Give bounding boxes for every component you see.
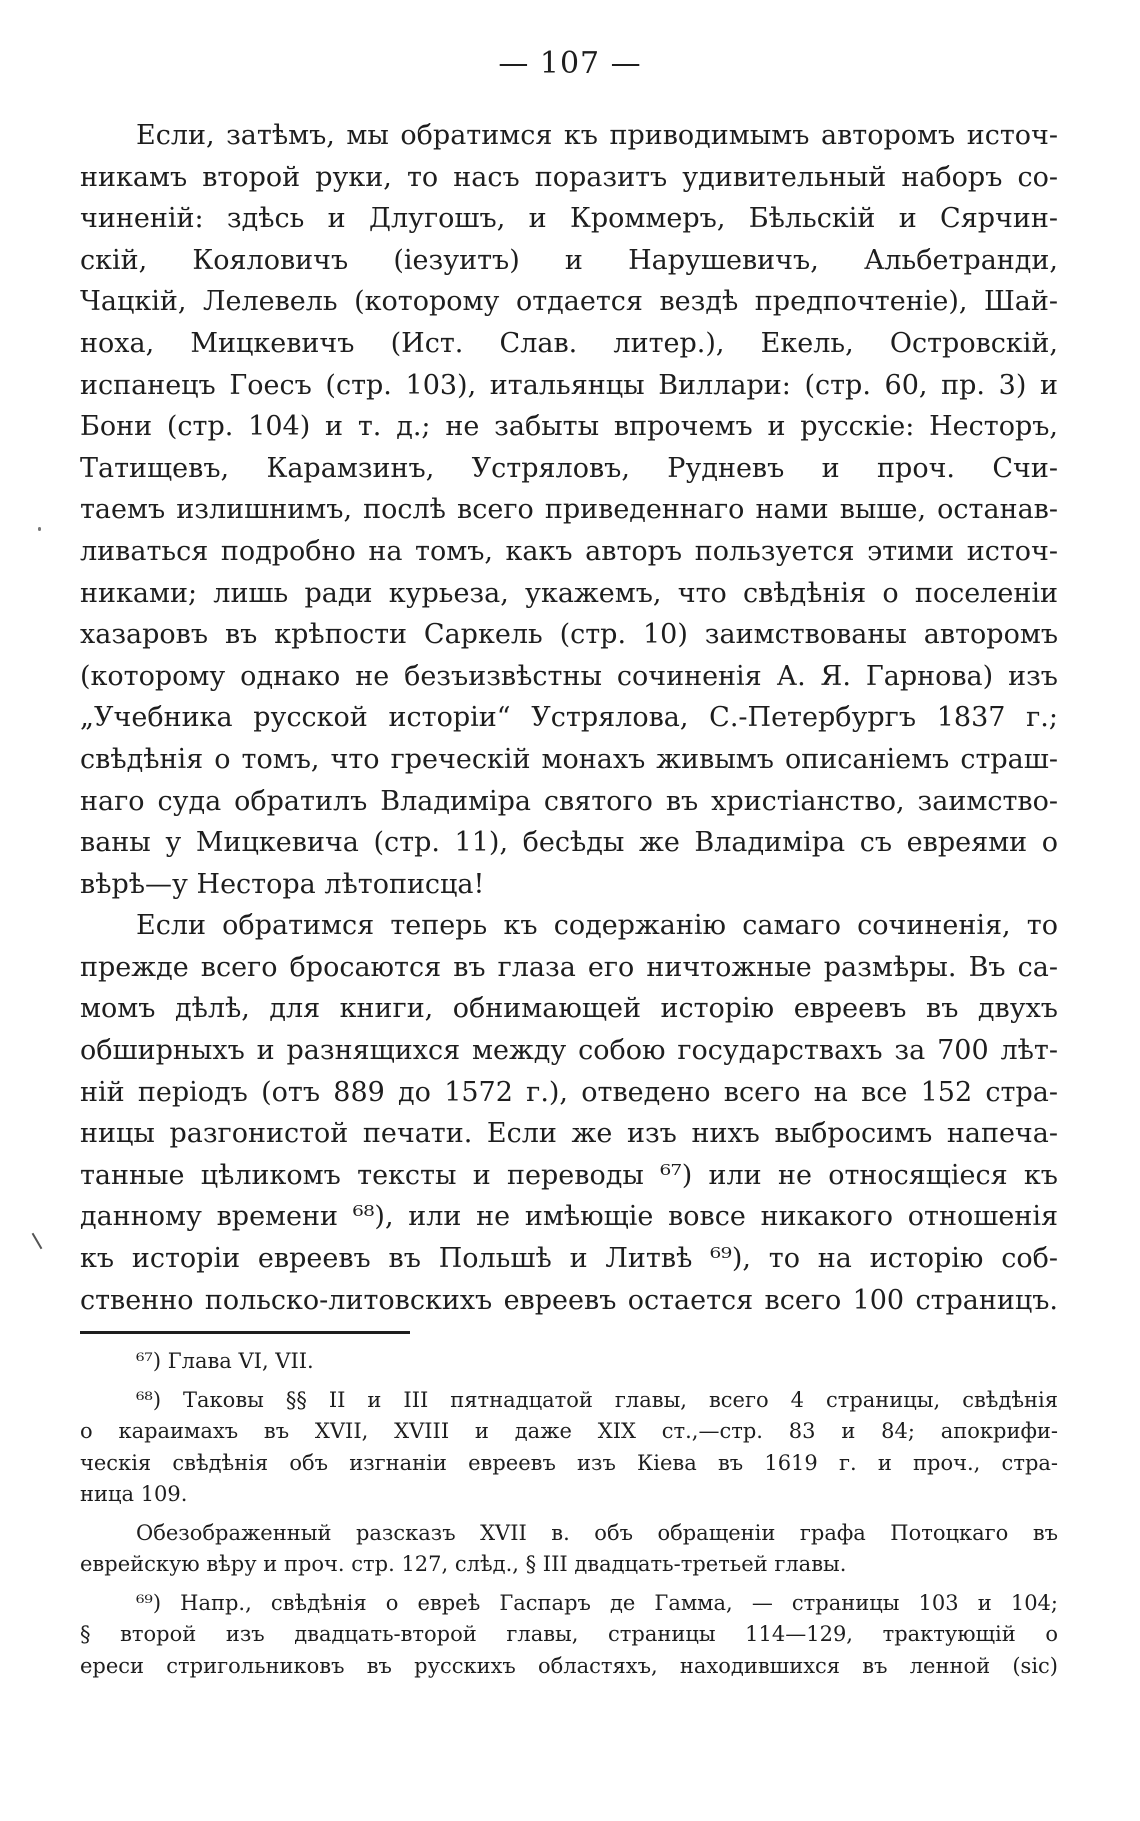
text-line: никами; лишь ради курьеза, укажемъ, что свѣдѣнія о поселеніи xyxy=(80,577,1058,609)
footnote-line: ереси стригольниковъ въ русскихъ областяхъ, находившихся въ ленной (sic) xyxy=(80,1653,1058,1678)
text-line: ноха, Мицкевичъ (Ист. Слав. литер.), Екель, Островскій, xyxy=(80,327,1058,359)
text-line: танные цѣликомъ тексты и переводы ⁶⁷) или не относящіеся къ xyxy=(80,1159,1058,1191)
text-line: Если, затѣмъ, мы обратимся къ приводимымъ авторомъ источ- xyxy=(136,120,1058,151)
text-line: ваны у Мицкевича (стр. 11), бесѣды же Владиміра съ евреями о xyxy=(80,827,1058,859)
footnote-line: ⁶⁸) Таковы §§ II и III пятнадцатой главы, всего 4 страницы, свѣдѣнія xyxy=(136,1387,1058,1412)
text-line: данному времени ⁶⁸), или не имѣющіе вовсе никакого отношенія xyxy=(80,1201,1058,1233)
text-line: Бони (стр. 104) и т. д.; не забыты впрочемъ и русскіе: Несторъ, xyxy=(80,411,1058,443)
footnote-line: ⁶⁷) Глава VI, VII. xyxy=(136,1349,314,1373)
stray-ink-mark xyxy=(32,1233,43,1250)
text-line: Чацкій, Лелевель (которому отдается вездѣ предпочтеніе), Шай- xyxy=(80,286,1058,318)
text-line: обширныхъ и разнящихся между собою государствахъ за 700 лѣт- xyxy=(80,1035,1058,1067)
text-line: момъ дѣлѣ, для книги, обнимающей исторію евреевъ въ двухъ xyxy=(80,993,1058,1025)
text-line: никамъ второй руки, то насъ поразитъ удивительный наборъ со- xyxy=(80,161,1058,193)
footnote-68-continuation xyxy=(80,1518,1058,1581)
footnote-line: ческія свѣдѣнія объ изгнаніи евреевъ изъ Кіева въ 1619 г. и проч., стра- xyxy=(80,1450,1058,1475)
footnote-line: ⁶⁹) Напр., свѣдѣнія о евреѣ Гаспаръ де Гамма, — страницы 103 и 104; xyxy=(136,1590,1058,1615)
text-line: Татищевъ, Карамзинъ, Устряловъ, Рудневъ и проч. Счи- xyxy=(80,452,1058,484)
text-line: таемъ излишнимъ, послѣ всего приведеннаго нами выше, останав- xyxy=(80,494,1058,526)
footnote-69 xyxy=(80,1588,1058,1683)
footnote-line: ница 109. xyxy=(80,1482,188,1506)
text-line: прежде всего бросаются въ глаза его ничтожные размѣры. Въ са- xyxy=(80,951,1058,983)
text-line: свѣдѣнія о томъ, что греческій монахъ живымъ описаніемъ страш- xyxy=(80,743,1058,775)
footnote-line: Обезображенный разсказъ XVII в. объ обращеніи графа Потоцкаго въ xyxy=(136,1520,1058,1545)
text-line: ственно польско-литовскихъ евреевъ остается всего 100 страницъ. xyxy=(80,1284,1058,1316)
page-number: — 107 — xyxy=(498,46,642,81)
main-text xyxy=(80,115,1058,1321)
footnote-line: о караимахъ въ XVII, XVIII и даже XIX ст.,—стр. 83 и 84; апокрифи- xyxy=(80,1419,1058,1443)
footnote-67 xyxy=(80,1346,1058,1378)
text-line: вѣрѣ—у Нестора лѣтописца! xyxy=(80,868,485,900)
footnotes xyxy=(80,1346,1058,1682)
paragraph-2 xyxy=(80,905,1058,1321)
text-line: къ исторіи евреевъ въ Польшѣ и Литвѣ ⁶⁹), то на исторію соб- xyxy=(80,1243,1058,1275)
text-line: (которому однако не безъизвѣстны сочиненія А. Я. Гарнова) изъ xyxy=(80,660,1058,692)
footnote-68 xyxy=(80,1385,1058,1511)
stray-ink-dot xyxy=(38,527,41,531)
text-line: чиненій: здѣсь и Длугошъ, и Кроммеръ, Бѣльскій и Сярчин- xyxy=(80,203,1058,235)
text-line: ній періодъ (отъ 889 до 1572 г.), отведено всего на все 152 стра- xyxy=(80,1076,1058,1108)
text-line: хазаровъ въ крѣпости Саркель (стр. 10) заимствованы авторомъ xyxy=(80,619,1058,651)
footnote-line: § второй изъ двадцать-второй главы, страницы 114—129, трактующій о xyxy=(80,1622,1058,1646)
text-line: скій, Кояловичъ (iезуитъ) и Нарушевичъ, Альбетранди, xyxy=(80,244,1058,276)
text-line: ницы разгонистой печати. Если же изъ нихъ выбросимъ напеча- xyxy=(80,1118,1058,1150)
footnote-separator xyxy=(80,1331,410,1334)
text-line: Если обратимся теперь къ содержанію самаго сочиненія, то xyxy=(136,910,1058,942)
text-line: наго суда обратилъ Владиміра святого въ христіанство, заимство- xyxy=(80,785,1058,817)
text-line: ливаться подробно на томъ, какъ авторъ пользуется этими источ- xyxy=(80,535,1058,567)
text-line: „Учебника русской исторіи“ Устрялова, С.-Петербургъ 1837 г.; xyxy=(80,702,1058,734)
footnote-line: еврейскую вѣру и проч. стр. 127, слѣд., § III двадцать-третьей главы. xyxy=(80,1552,847,1576)
paragraph-1 xyxy=(80,115,1058,905)
text-line: испанецъ Гоесъ (стр. 103), итальянцы Виллари: (стр. 60, пр. 3) и xyxy=(80,369,1058,401)
